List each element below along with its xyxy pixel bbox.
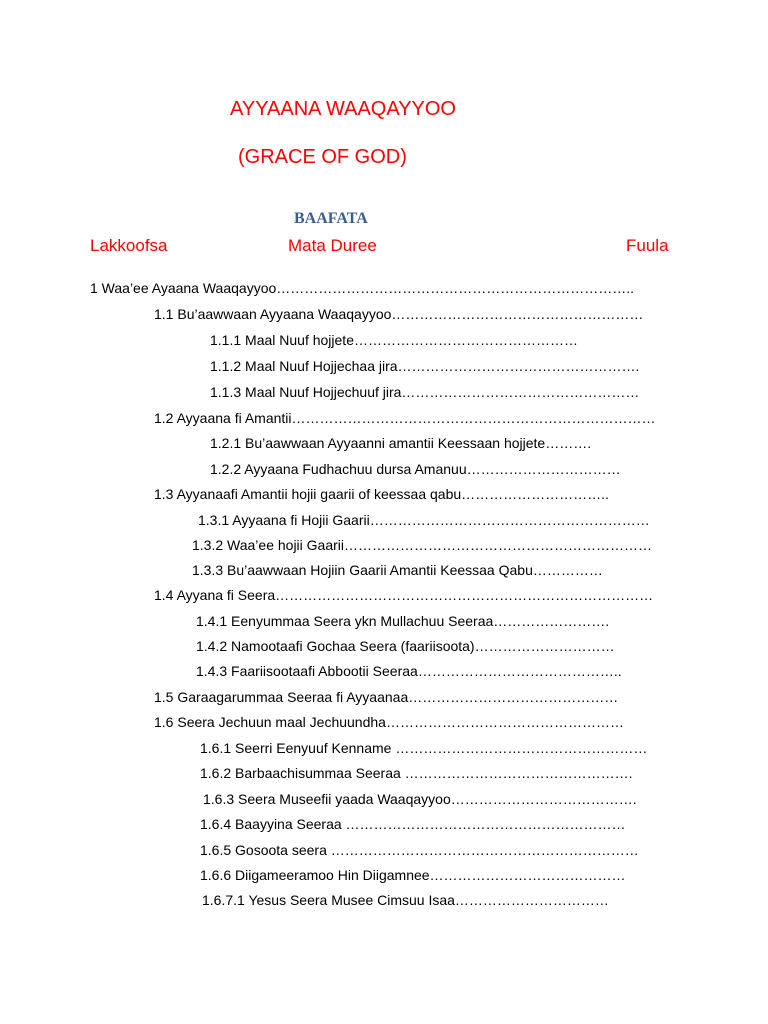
document-subtitle: (GRACE OF GOD) — [238, 146, 407, 168]
toc-entry: 1.1.2 Maal Nuuf Hojjechaa jira……………………………………………. — [210, 358, 640, 374]
toc-entry: 1.4.1 Eenyummaa Seera ykn Mullachuu Seeraa……………………. — [196, 613, 610, 629]
toc-entry: 1.6.3 Seera Museefii yaada Waaqayyoo…………………………………. — [203, 791, 637, 807]
column-header-title: Mata Duree — [288, 236, 377, 255]
toc-entry: 1.2 Ayyaana fi Amantii…………………………………………………………………… — [154, 410, 656, 426]
toc-entry: 1.6.4 Baayyina Seeraa …………………………………………………… — [200, 816, 626, 832]
toc-entry: 1.4.3 Faariisootaafi Abbootii Seeraa…………………………………….. — [196, 663, 622, 679]
column-header-number: Lakkoofsa — [90, 236, 168, 255]
toc-entry: 1 Waa’ee Ayaana Waaqayyoo………………………………………………………………….. — [90, 280, 635, 296]
toc-entry: 1.1.3 Maal Nuuf Hojjechuuf jira…………………………………………… — [210, 384, 640, 400]
contents-heading: BAAFATA — [294, 210, 368, 227]
toc-entry: 1.3 Ayyanaafi Amantii hojii gaarii of keessaa qabu………………………….. — [154, 486, 609, 502]
document-title: AYYAANA WAAQAYYOO — [230, 98, 456, 120]
toc-entry: 1.2.1 Bu’aawwaan Ayyaanni amantii Keessaan hojjete………. — [210, 435, 592, 451]
toc-entry: 1.2.2 Ayyaana Fudhachuu dursa Amanuu…………………………… — [210, 461, 621, 477]
toc-entry: 1.6 Seera Jechuun maal Jechuundha…………………………………………… — [154, 714, 624, 730]
toc-entry: 1.3.3 Bu’aawwaan Hojiin Gaarii Amantii Keessaa Qabu…………… — [192, 562, 603, 578]
toc-entry: 1.6.1 Seerri Eenyuuf Kenname ……………………………………………… — [200, 740, 648, 756]
toc-entry: 1.6.5 Gosoota seera ………………………………………………………… — [200, 842, 639, 858]
toc-entry: 1.1 Bu’aawwaan Ayyaana Waaqayyoo……………………………………………… — [154, 306, 644, 322]
toc-entry: 1.1.1 Maal Nuuf hojjete………………………………………… — [210, 332, 578, 348]
toc-entry: 1.4.2 Namootaafi Gochaa Seera (faariisoota)………………………… — [196, 638, 615, 654]
toc-entry: 1.6.2 Barbaachisummaa Seeraa …………………………………………. — [200, 765, 633, 781]
toc-entry: 1.6.6 Diigameeramoo Hin Diigamnee…………………………………… — [200, 867, 626, 883]
toc-entry: 1.4 Ayyana fi Seera……………………………………………………………………… — [154, 587, 654, 603]
toc-entry: 1.3.1 Ayyaana fi Hojii Gaarii…………………………………………………… — [198, 512, 650, 528]
toc-entry: 1.6.7.1 Yesus Seera Musee Cimsuu Isaa…………………………… — [202, 892, 609, 908]
toc-entry: 1.3.2 Waa’ee hojii Gaarii………………………………………………………… — [192, 537, 653, 553]
column-header-page: Fuula — [626, 236, 669, 255]
toc-entry: 1.5 Garaagarummaa Seeraa fi Ayyaanaa……………………………………… — [154, 689, 619, 705]
